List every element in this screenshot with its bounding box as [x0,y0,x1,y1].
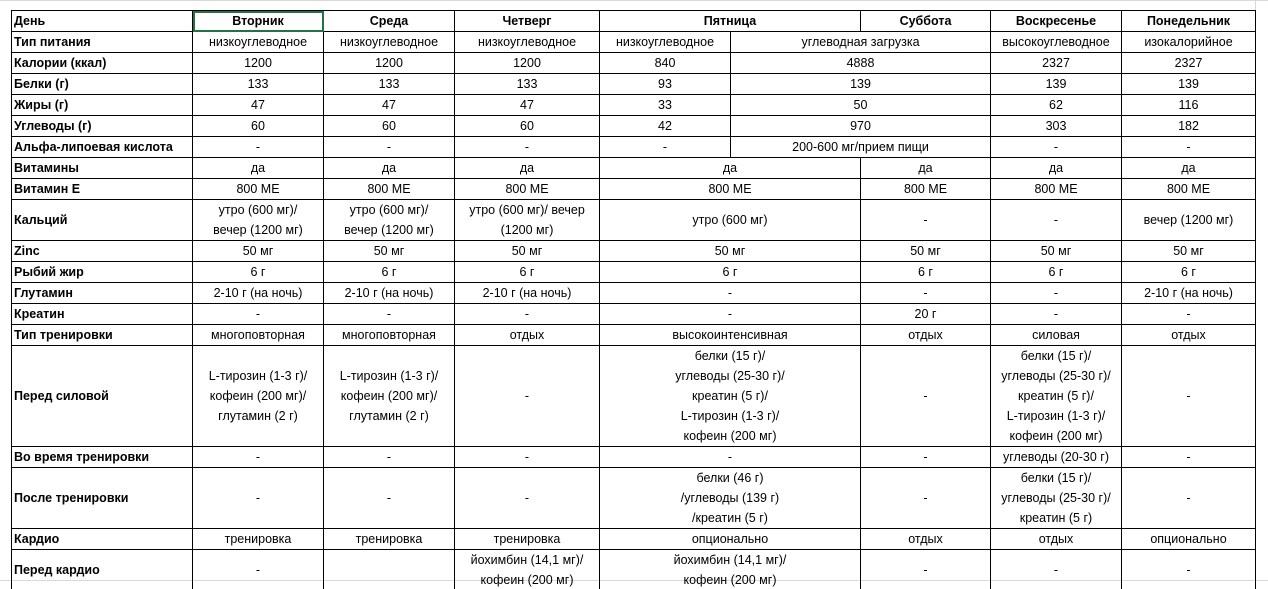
day-header-saturday[interactable]: Суббота [861,11,991,32]
cell-line: - [1186,389,1191,403]
cell-monday[interactable]: - [1122,304,1256,325]
cell-saturday[interactable]: 6 г [861,262,991,283]
cell-monday[interactable]: отдых [1122,325,1256,346]
cell-thursday[interactable]: тренировка [455,529,600,550]
cell-line: - [255,491,261,505]
cell-sunday[interactable] [991,468,1122,529]
cell-tuesday[interactable] [193,550,324,589]
cell-line: /креатин (5 г) [692,511,768,525]
cell-friday[interactable]: опционально [600,529,861,550]
cell-thursday[interactable]: 1200 [455,53,600,74]
cell-friday[interactable]: - [600,283,861,304]
cell-wednesday[interactable]: 133 [324,74,455,95]
row-label[interactable]: Витамин Е [12,179,193,200]
cell-line: кофеин (200 мг)/ [209,389,307,403]
cell-friday[interactable] [600,200,861,241]
cell-sunday[interactable]: 2327 [991,53,1122,74]
cell-saturday[interactable]: - [861,447,991,468]
cell-line: утро (600 мг) [692,213,768,227]
row-label[interactable]: Во время тренировки [12,447,193,468]
cell-friday[interactable]: 42 [600,116,731,137]
day-header-thursday[interactable]: Четверг [455,11,600,32]
gridline [0,0,1268,1]
cell-monday[interactable]: 182 [1122,116,1256,137]
cell-line: L-тирозин (1-3 г)/ [339,369,439,383]
row-label[interactable]: Глутамин [12,283,193,304]
cell-line: L-тирозин (1-3 г)/ [208,369,308,383]
table-row [12,179,1256,200]
cell-thursday[interactable]: 800 МЕ [455,179,600,200]
cell-line: белки (15 г)/ [1020,349,1092,363]
cell-wednesday[interactable]: тренировка [324,529,455,550]
table-row [12,468,1256,529]
cell-line: кофеин (200 мг) [683,573,777,587]
table-row [12,137,1256,158]
cell-sunday[interactable]: - [991,137,1122,158]
cell-line: утро (600 мг)/ [349,203,429,217]
cell-sunday[interactable] [991,550,1122,589]
cell-monday[interactable]: 2-10 г (на ночь) [1122,283,1256,304]
cell-sunday[interactable] [991,200,1122,241]
cell-line: (1200 мг) [500,223,554,237]
cell-friday[interactable]: 33 [600,95,731,116]
table-row [12,550,1256,589]
cell-friday[interactable]: - [600,137,731,158]
cell-thursday[interactable]: - [455,137,600,158]
table-row [12,158,1256,179]
cell-line: - [524,491,530,505]
table-row [12,529,1256,550]
cell-line: вечер (1200 мг) [213,223,303,237]
cell-friday[interactable] [600,550,861,589]
row-label[interactable]: Рыбий жир [12,262,193,283]
cell-thursday[interactable]: 2-10 г (на ночь) [455,283,600,304]
cell-tuesday[interactable]: тренировка [193,529,324,550]
cell-tuesday[interactable] [193,468,324,529]
cell-tuesday[interactable]: многоповторная [193,325,324,346]
cell-friday[interactable]: низкоуглеводное [600,32,731,53]
cell-monday[interactable]: 116 [1122,95,1256,116]
cell-line: йохимбин (14,1 мг)/ [470,553,584,567]
cell-wednesday[interactable]: - [324,447,455,468]
cell-saturday[interactable]: 800 МЕ [861,179,991,200]
day-header-friday[interactable]: Пятница [600,11,861,32]
cell-line: белки (15 г)/ [1020,471,1092,485]
row-label[interactable]: Перед кардио [12,550,193,589]
cell-monday[interactable]: опционально [1122,529,1256,550]
cell-line: углеводы (25-30 г)/ [1001,491,1111,505]
cell-line: углеводы (25-30 г)/ [675,369,785,383]
cell-tuesday[interactable]: - [193,447,324,468]
row-label[interactable]: Углеводы (г) [12,116,193,137]
cell-tuesday[interactable]: низкоуглеводное [193,32,324,53]
cell-tuesday[interactable]: да [193,158,324,179]
cell-thursday[interactable]: 60 [455,116,600,137]
row-label[interactable]: После тренировки [12,468,193,529]
cell-sunday[interactable]: силовая [991,325,1122,346]
cell-tuesday[interactable]: 47 [193,95,324,116]
cell-monday[interactable]: 50 мг [1122,241,1256,262]
cell-monday[interactable]: 800 МЕ [1122,179,1256,200]
header-row [12,11,1256,32]
row-label[interactable]: Альфа-липоевая кислота [12,137,193,158]
cell-thursday[interactable] [455,346,600,447]
day-header-wednesday[interactable]: Среда [324,11,455,32]
cell-line: белки (15 г)/ [694,349,766,363]
table-row [12,53,1256,74]
cell-line: кофеин (200 мг) [1009,429,1103,443]
cell-line: кофеин (200 мг) [683,429,777,443]
cell-saturday[interactable]: отдых [861,529,991,550]
cell-thursday[interactable]: 133 [455,74,600,95]
cell-wednesday[interactable] [324,468,455,529]
cell-line: - [923,389,928,403]
cell-tuesday[interactable]: 1200 [193,53,324,74]
table-row [12,283,1256,304]
table-row [12,346,1256,447]
cell-monday[interactable] [1122,346,1256,447]
row-label[interactable]: Кардио [12,529,193,550]
day-header-sunday[interactable]: Воскресенье [991,11,1122,32]
cell-wednesday[interactable]: 2-10 г (на ночь) [324,283,455,304]
cell-friday-saturday[interactable]: 200-600 мг/прием пищи [731,137,991,158]
cell-line: - [923,563,928,577]
cell-line: вечер (1200 мг) [1143,213,1234,227]
table-row [12,304,1256,325]
cell-monday[interactable] [1122,200,1256,241]
cell-saturday[interactable] [861,550,991,589]
cell-line: - [923,491,928,505]
cell-tuesday[interactable]: 133 [193,74,324,95]
cell-wednesday[interactable] [324,346,455,447]
cell-tuesday[interactable]: - [193,137,324,158]
cell-saturday[interactable]: отдых [861,325,991,346]
row-label[interactable]: Zinc [12,241,193,262]
cell-sunday[interactable]: 303 [991,116,1122,137]
cell-line: - [1053,563,1059,577]
cell-friday[interactable] [600,468,861,529]
cell-tuesday[interactable] [193,200,324,241]
cell-friday-saturday[interactable]: 139 [731,74,991,95]
table-row [12,325,1256,346]
cell-friday[interactable]: - [600,304,861,325]
row-label[interactable]: Калории (ккал) [12,53,193,74]
cell-line: - [255,563,261,577]
cell-monday[interactable]: 6 г [1122,262,1256,283]
row-label[interactable]: Кальций [12,200,193,241]
cell-monday[interactable] [1122,550,1256,589]
cell-sunday[interactable]: - [991,304,1122,325]
cell-friday[interactable] [600,346,861,447]
table-row [12,95,1256,116]
cell-line: - [524,389,530,403]
cell-line: креатин (5 г)/ [692,389,768,403]
cell-wednesday[interactable]: - [324,304,455,325]
cell-friday[interactable]: 800 МЕ [600,179,861,200]
cell-tuesday[interactable]: 50 мг [193,241,324,262]
cell-monday[interactable]: - [1122,137,1256,158]
nutrition-schedule-table [11,10,1256,589]
cell-thursday[interactable]: - [455,304,600,325]
cell-wednesday[interactable]: 1200 [324,53,455,74]
table-row [12,200,1256,241]
cell-wednesday[interactable]: 60 [324,116,455,137]
cell-friday[interactable]: высокоинтенсивная [600,325,861,346]
cell-line: креатин (5 г)/ [1018,389,1094,403]
row-label[interactable]: Белки (г) [12,74,193,95]
cell-saturday[interactable] [861,468,991,529]
cell-monday[interactable]: да [1122,158,1256,179]
cell-line: глутамин (2 г) [218,409,298,423]
table-row [12,116,1256,137]
row-label[interactable]: Креатин [12,304,193,325]
cell-line: - [1186,491,1191,505]
cell-friday[interactable]: 6 г [600,262,861,283]
cell-thursday[interactable]: - [455,447,600,468]
cell-tuesday[interactable] [193,346,324,447]
row-label[interactable]: Жиры (г) [12,95,193,116]
cell-friday[interactable]: - [600,447,861,468]
cell-monday[interactable] [1122,468,1256,529]
cell-thursday[interactable]: низкоуглеводное [455,32,600,53]
cell-friday[interactable]: да [600,158,861,179]
cell-sunday[interactable]: 800 МЕ [991,179,1122,200]
row-label[interactable]: Тип питания [12,32,193,53]
cell-thursday[interactable]: отдых [455,325,600,346]
cell-sunday[interactable]: отдых [991,529,1122,550]
cell-sunday[interactable]: 6 г [991,262,1122,283]
cell-tuesday[interactable]: 60 [193,116,324,137]
cell-saturday[interactable]: 20 г [861,304,991,325]
cell-friday-saturday[interactable]: 970 [731,116,991,137]
cell-thursday[interactable] [455,200,600,241]
cell-tuesday[interactable]: 6 г [193,262,324,283]
table-row [12,447,1256,468]
cell-line: глутамин (2 г) [349,409,429,423]
cell-line: - [923,213,928,227]
cell-thursday[interactable]: 6 г [455,262,600,283]
cell-saturday[interactable] [861,346,991,447]
cell-thursday[interactable]: 50 мг [455,241,600,262]
cell-line: L-тирозин (1-3 г)/ [680,409,780,423]
cell-line: йохимбин (14,1 мг)/ [673,553,787,567]
cell-thursday[interactable] [455,468,600,529]
cell-sunday[interactable]: 50 мг [991,241,1122,262]
cell-saturday[interactable]: 50 мг [861,241,991,262]
table-row [12,74,1256,95]
table-row [12,241,1256,262]
row-label[interactable]: Перед силовой [12,346,193,447]
cell-line: /углеводы (139 г) [680,491,780,505]
cell-monday[interactable]: 139 [1122,74,1256,95]
cell-wednesday[interactable]: 800 МЕ [324,179,455,200]
cell-thursday[interactable]: 47 [455,95,600,116]
cell-line: L-тирозин (1-3 г)/ [1006,409,1106,423]
cell-wednesday[interactable] [324,550,455,589]
cell-friday-saturday[interactable]: 4888 [731,53,991,74]
cell-line: кофеин (200 мг)/ [340,389,438,403]
cell-sunday[interactable]: 139 [991,74,1122,95]
cell-line: углеводы (25-30 г)/ [1001,369,1111,383]
cell-line: - [386,491,392,505]
cell-friday-saturday[interactable]: углеводная загрузка [731,32,991,53]
cell-line: вечер (1200 мг) [344,223,434,237]
table-row [12,262,1256,283]
cell-friday[interactable]: 50 мг [600,241,861,262]
row-label[interactable]: Тип тренировки [12,325,193,346]
cell-monday[interactable]: изокалорийное [1122,32,1256,53]
cell-wednesday[interactable]: 6 г [324,262,455,283]
cell-saturday[interactable]: да [861,158,991,179]
cell-friday-saturday[interactable]: 50 [731,95,991,116]
cell-line: белки (46 г) [696,471,764,485]
day-header-tuesday[interactable]: Вторник [193,11,324,32]
row-label[interactable]: Витамины [12,158,193,179]
cell-tuesday[interactable]: - [193,304,324,325]
cell-sunday[interactable] [991,346,1122,447]
cell-sunday[interactable]: 62 [991,95,1122,116]
cell-monday[interactable]: - [1122,447,1256,468]
day-header-monday[interactable]: Понедельник [1122,11,1256,32]
cell-line: утро (600 мг)/ [218,203,298,217]
cell-wednesday[interactable]: да [324,158,455,179]
cell-wednesday[interactable]: многоповторная [324,325,455,346]
cell-tuesday[interactable]: 800 МЕ [193,179,324,200]
cell-line: креатин (5 г) [1019,511,1093,525]
cell-saturday[interactable]: - [861,283,991,304]
cell-sunday[interactable]: да [991,158,1122,179]
cell-wednesday[interactable]: - [324,137,455,158]
cell-sunday[interactable]: углеводы (20-30 г) [991,447,1122,468]
cell-thursday[interactable] [455,550,600,589]
cell-monday[interactable]: 2327 [1122,53,1256,74]
cell-line: кофеин (200 мг) [480,573,574,587]
cell-tuesday[interactable]: 2-10 г (на ночь) [193,283,324,304]
header-label[interactable]: День [12,11,193,32]
cell-line: - [1186,563,1191,577]
cell-line: утро (600 мг)/ вечер [469,203,585,217]
cell-wednesday[interactable] [324,200,455,241]
cell-saturday[interactable] [861,200,991,241]
cell-sunday[interactable]: - [991,283,1122,304]
cell-wednesday[interactable]: низкоуглеводное [324,32,455,53]
cell-wednesday[interactable]: 47 [324,95,455,116]
cell-thursday[interactable]: да [455,158,600,179]
cell-wednesday[interactable]: 50 мг [324,241,455,262]
cell-sunday[interactable]: высокоуглеводное [991,32,1122,53]
table-row [12,32,1256,53]
cell-friday[interactable]: 93 [600,74,731,95]
cell-friday[interactable]: 840 [600,53,731,74]
cell-line: - [1053,213,1059,227]
